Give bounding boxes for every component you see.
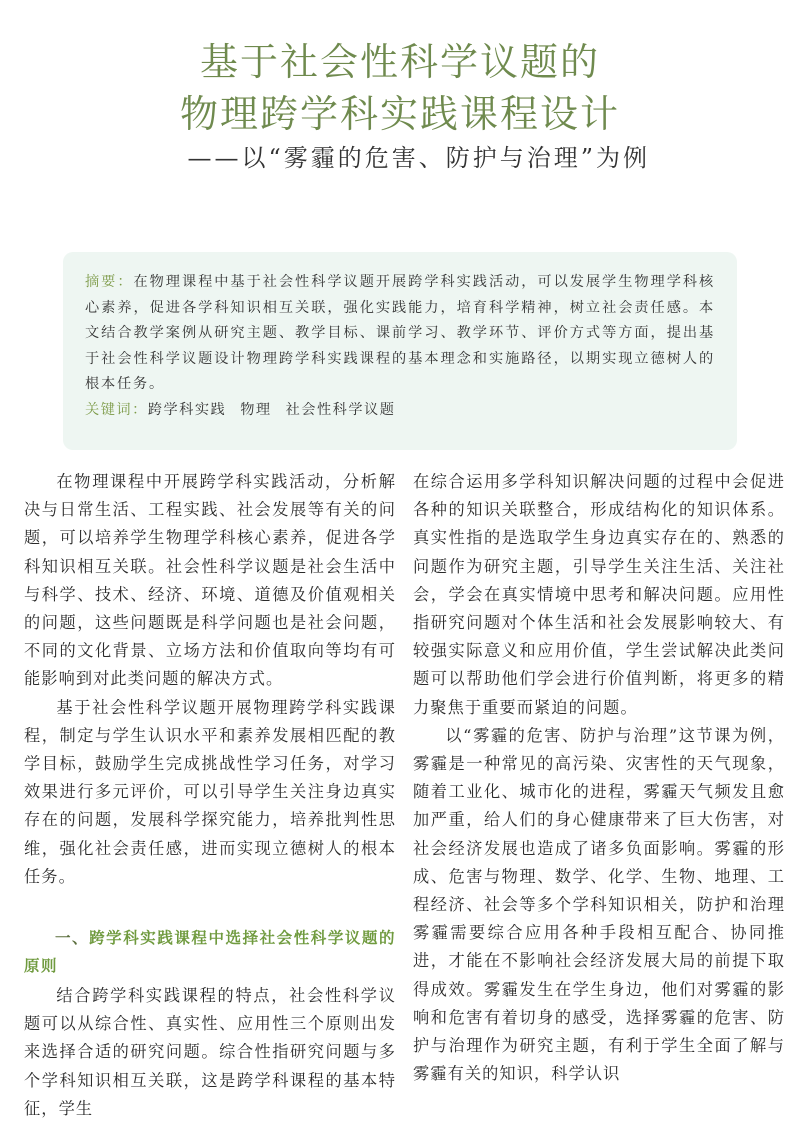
keywords-label: 关键词： — [85, 401, 148, 418]
abstract-text: 在物理课程中基于社会性科学议题开展跨学科实践活动，可以发展学生物理学科核心素养，促进各学科知识相互关联，强化实践能力，培育科学精神，树立社会责任感。本文结合教学案例从研究主题、教学目标、课前学习、教学环节、评价方式等方面，提出基于社会性科学议题设计物理跨学科实践课程的基本理念和实施路径，以期实现立德树人的根本任务。 — [85, 274, 715, 392]
body-paragraph: 以“雾霾的危害、防护与治理”这节课为例，雾霾是一种常见的高污染、灾害性的天气现象，随着工业化、城市化的进程，雾霾天气频发且愈加严重，给人们的身心健康带来了巨大伤害，对社会经济发展也造成了诸多负面影响。雾霾的形成、危害与物理、数学、化学、生物、地理、工程经济、社会等多个学科知识相关，防护和治理雾霾需要综合应用各种手段相互配合、协同推进，才能在不影响社会经济发展大局的前提下取得成效。雾霾发生在学生身边，他们对雾霾的影响和危害有着切身的感受，选择雾霾的危害、防护与治理作为研究主题，有利于学生全面了解与雾霾有关的知识，科学认识 — [413, 725, 785, 1084]
keyword: 跨学科实践 — [147, 401, 227, 418]
article-subtitle: ——以“雾霾的危害、防护与治理”为例 — [187, 144, 650, 172]
body-paragraph: 结合跨学科实践课程的特点，社会性科学议题可以从综合性、真实性、应用性三个原则出发来选择合适的研究问题。综合性指研究问题与多个学科知识相互关联，这是跨学科课程的基本特征，学生 — [24, 986, 396, 1118]
keywords-line — [85, 398, 715, 424]
body-paragraph: 在物理课程中开展跨学科实践活动，分析解决与日常生活、工程实践、社会发展等有关的问题，可以培养学生物理学科核心素养，促进各学科知识相互关联。社会性科学议题是社会生活中与科学、技术、经济、环境、道德及价值观相关的问题，这些问题既是科学问题也是社会问题，不同的文化背景、立场方法和价值取向等均有可能影响到对此类问题的解决方式。 — [24, 472, 396, 689]
section-title: 跨学科实践课程中选择社会性科学议题的原则 — [24, 929, 396, 976]
section-number: 一、 — [55, 929, 90, 948]
section-heading — [24, 924, 396, 980]
body-paragraph: 基于社会性科学议题开展物理跨学科实践课程，制定与学生认识水平和素养发展相匹配的教学目标，鼓励学生完成挑战性学习任务，对学习效果进行多元评价，可以引导学生关注身边真实存在的问题，发展科学探究能力，培养批判性思维，强化社会责任感，进而实现立德树人的根本任务。 — [24, 697, 396, 886]
keyword: 物理 — [240, 401, 272, 418]
body-column-left — [24, 468, 396, 1123]
title-line-1: 基于社会性科学议题的 — [199, 40, 600, 84]
body-paragraph-continued: 在综合运用多学科知识解决问题的过程中会促进各种的知识关联整合，形成结构化的知识体系。真实性指的是选取学生身边真实存在的、熟悉的问题作为研究主题，引导学生关注生活、关注社会，学会在真实情境中思考和解决问题。应用性指研究问题对个体生活和社会发展影响较大、有较强实际意义和应用价值，学生尝试解决此类问题可以帮助他们学会进行价值判断，将更多的精力聚焦于重要而紧迫的问题。 — [413, 472, 785, 717]
keyword: 社会性科学议题 — [285, 401, 396, 418]
abstract-label: 摘要： — [85, 274, 134, 290]
abstract-paragraph — [85, 270, 715, 398]
body-column-right — [413, 468, 785, 1088]
article-title — [0, 36, 800, 140]
abstract-box — [63, 252, 737, 450]
title-line-2: 物理跨学科实践课程设计 — [179, 92, 620, 136]
